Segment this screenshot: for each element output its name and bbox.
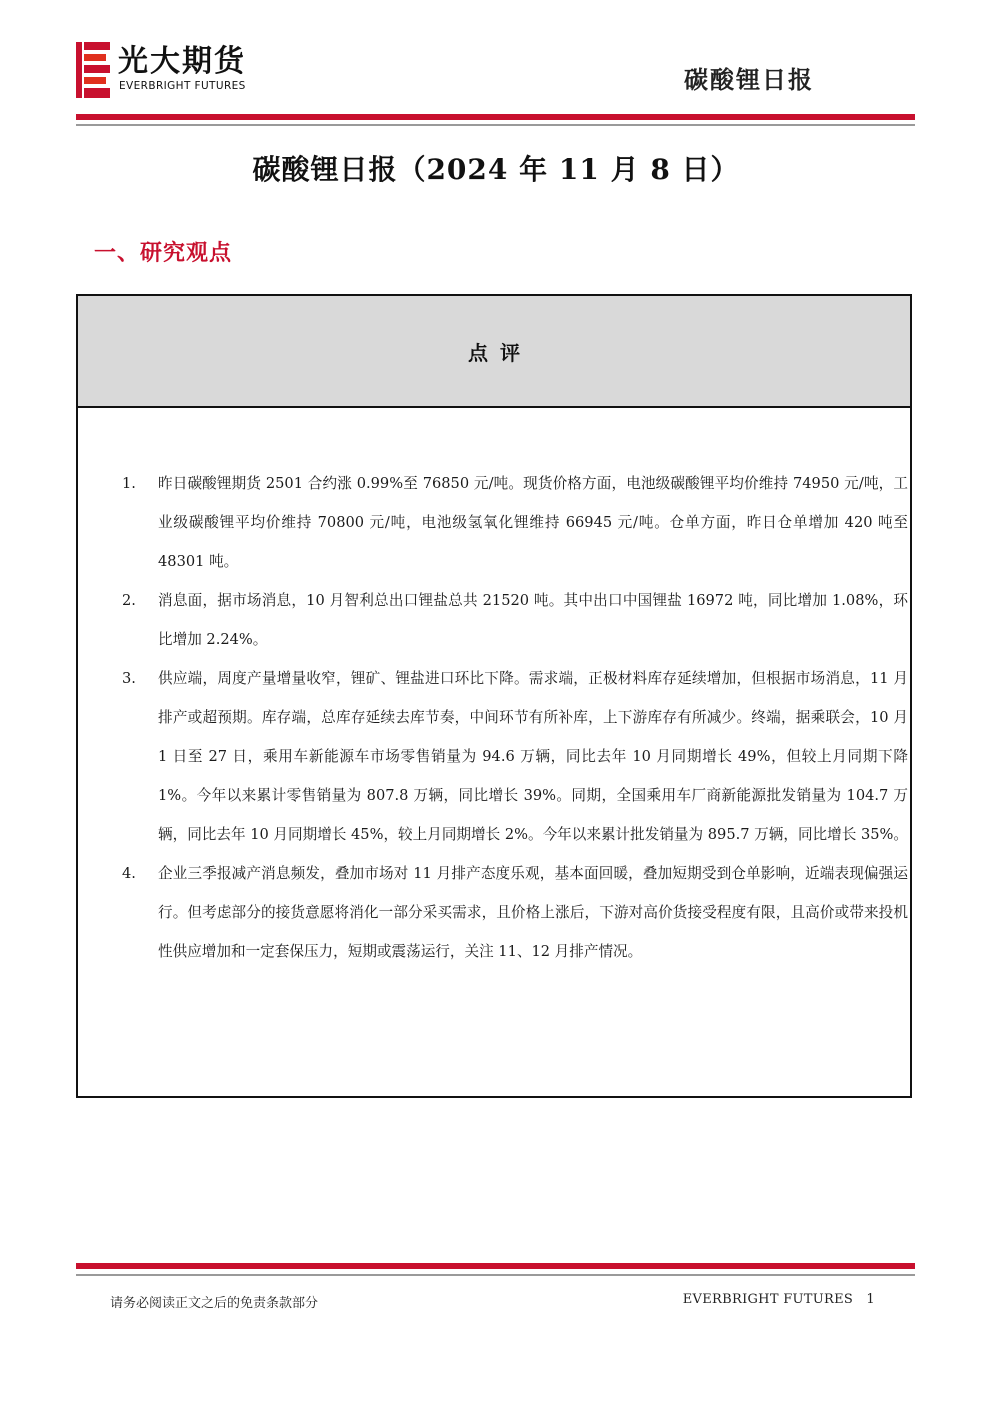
everbright-logo-icon <box>76 42 112 98</box>
point-text: 企业三季报减产消息频发，叠加市场对 11 月排产态度乐观，基本面回暖，叠加短期受到仓单影响，近端表现偏强运行。但考虑部分的接货意愿将消化一部分采买需求，且价格上涨后，下游对高价货接受程度有限，且高价或带来投机性供应增加和一定套保压力，短期或震荡运行，关注 11、12 月排产情况。 <box>158 865 908 960</box>
point-text: 昨日碳酸锂期货 2501 合约涨 0.99%至 76850 元/吨。现货价格方面，电池级碳酸锂平均价维持 74950 元/吨，工业级碳酸锂平均价维持 70800 元/吨，电池级氢氧化锂维持 66945 元/吨。仓单方面，昨日仓单增加 420 吨至 48301 吨。 <box>158 475 908 570</box>
logo-chinese-name: 光大期货 <box>118 44 246 79</box>
point-number: 3. <box>122 670 136 687</box>
point-number: 1. <box>122 475 136 492</box>
point-number: 4. <box>122 865 136 882</box>
point-text: 供应端，周度产量增量收窄，锂矿、锂盐进口环比下降。需求端，正极材料库存延续增加，但根据市场消息，11 月排产或超预期。库存端，总库存延续去库节奏，中间环节有所补库，上下游库存有所减少。终端，据乘联会，10 月 1 日至 27 日，乘用车新能源车市场零售销量为 94.6 万辆，同比去年 10 月同期增长 49%，但较上月同期下降 1%。今年以来累计零售销量为 807.8 万辆，同比增长 39%。同期，全国乘用车厂商新能源批发销量为 104.7 万辆，同比去年 10 月同期增长 45%，较上月同期增长 2%。今年以来累计批发销量为 895.7 万辆，同比增长 35%。 <box>158 670 909 843</box>
comment-box <box>76 294 912 1098</box>
comment-point <box>122 854 908 971</box>
point-text: 消息面，据市场消息，10 月智利总出口锂盐总共 21520 吨。其中出口中国锂盐 16972 吨，同比增加 1.08%，环比增加 2.24%。 <box>158 592 908 648</box>
comment-points-list <box>122 464 908 971</box>
comment-point <box>122 581 908 659</box>
footer-disclaimer: 请务必阅读正文之后的免责条款部分 <box>110 1296 319 1311</box>
report-name: 碳酸锂日报 <box>684 66 814 94</box>
document-title: 碳酸锂日报（2024 年 11 月 8 日） <box>252 153 740 186</box>
footer-grey-rule <box>76 1274 915 1276</box>
logo-english-name: EVERBRIGHT FUTURES <box>119 80 246 92</box>
point-number: 2. <box>122 592 136 609</box>
section-heading: 一、研究观点 <box>94 241 233 266</box>
footer-red-rule <box>76 1263 915 1269</box>
footer-brand-page <box>683 1292 875 1307</box>
comment-point <box>122 659 908 854</box>
footer-brand: EVERBRIGHT FUTURES <box>682 1292 854 1307</box>
header-red-rule <box>76 114 915 120</box>
header-grey-rule <box>76 124 915 126</box>
page-header <box>0 0 992 130</box>
comment-point <box>122 464 908 581</box>
comment-header <box>78 296 910 408</box>
page-number: 1 <box>866 1292 875 1307</box>
everbright-logo <box>76 42 316 102</box>
comment-header-label: 点评 <box>468 340 532 365</box>
